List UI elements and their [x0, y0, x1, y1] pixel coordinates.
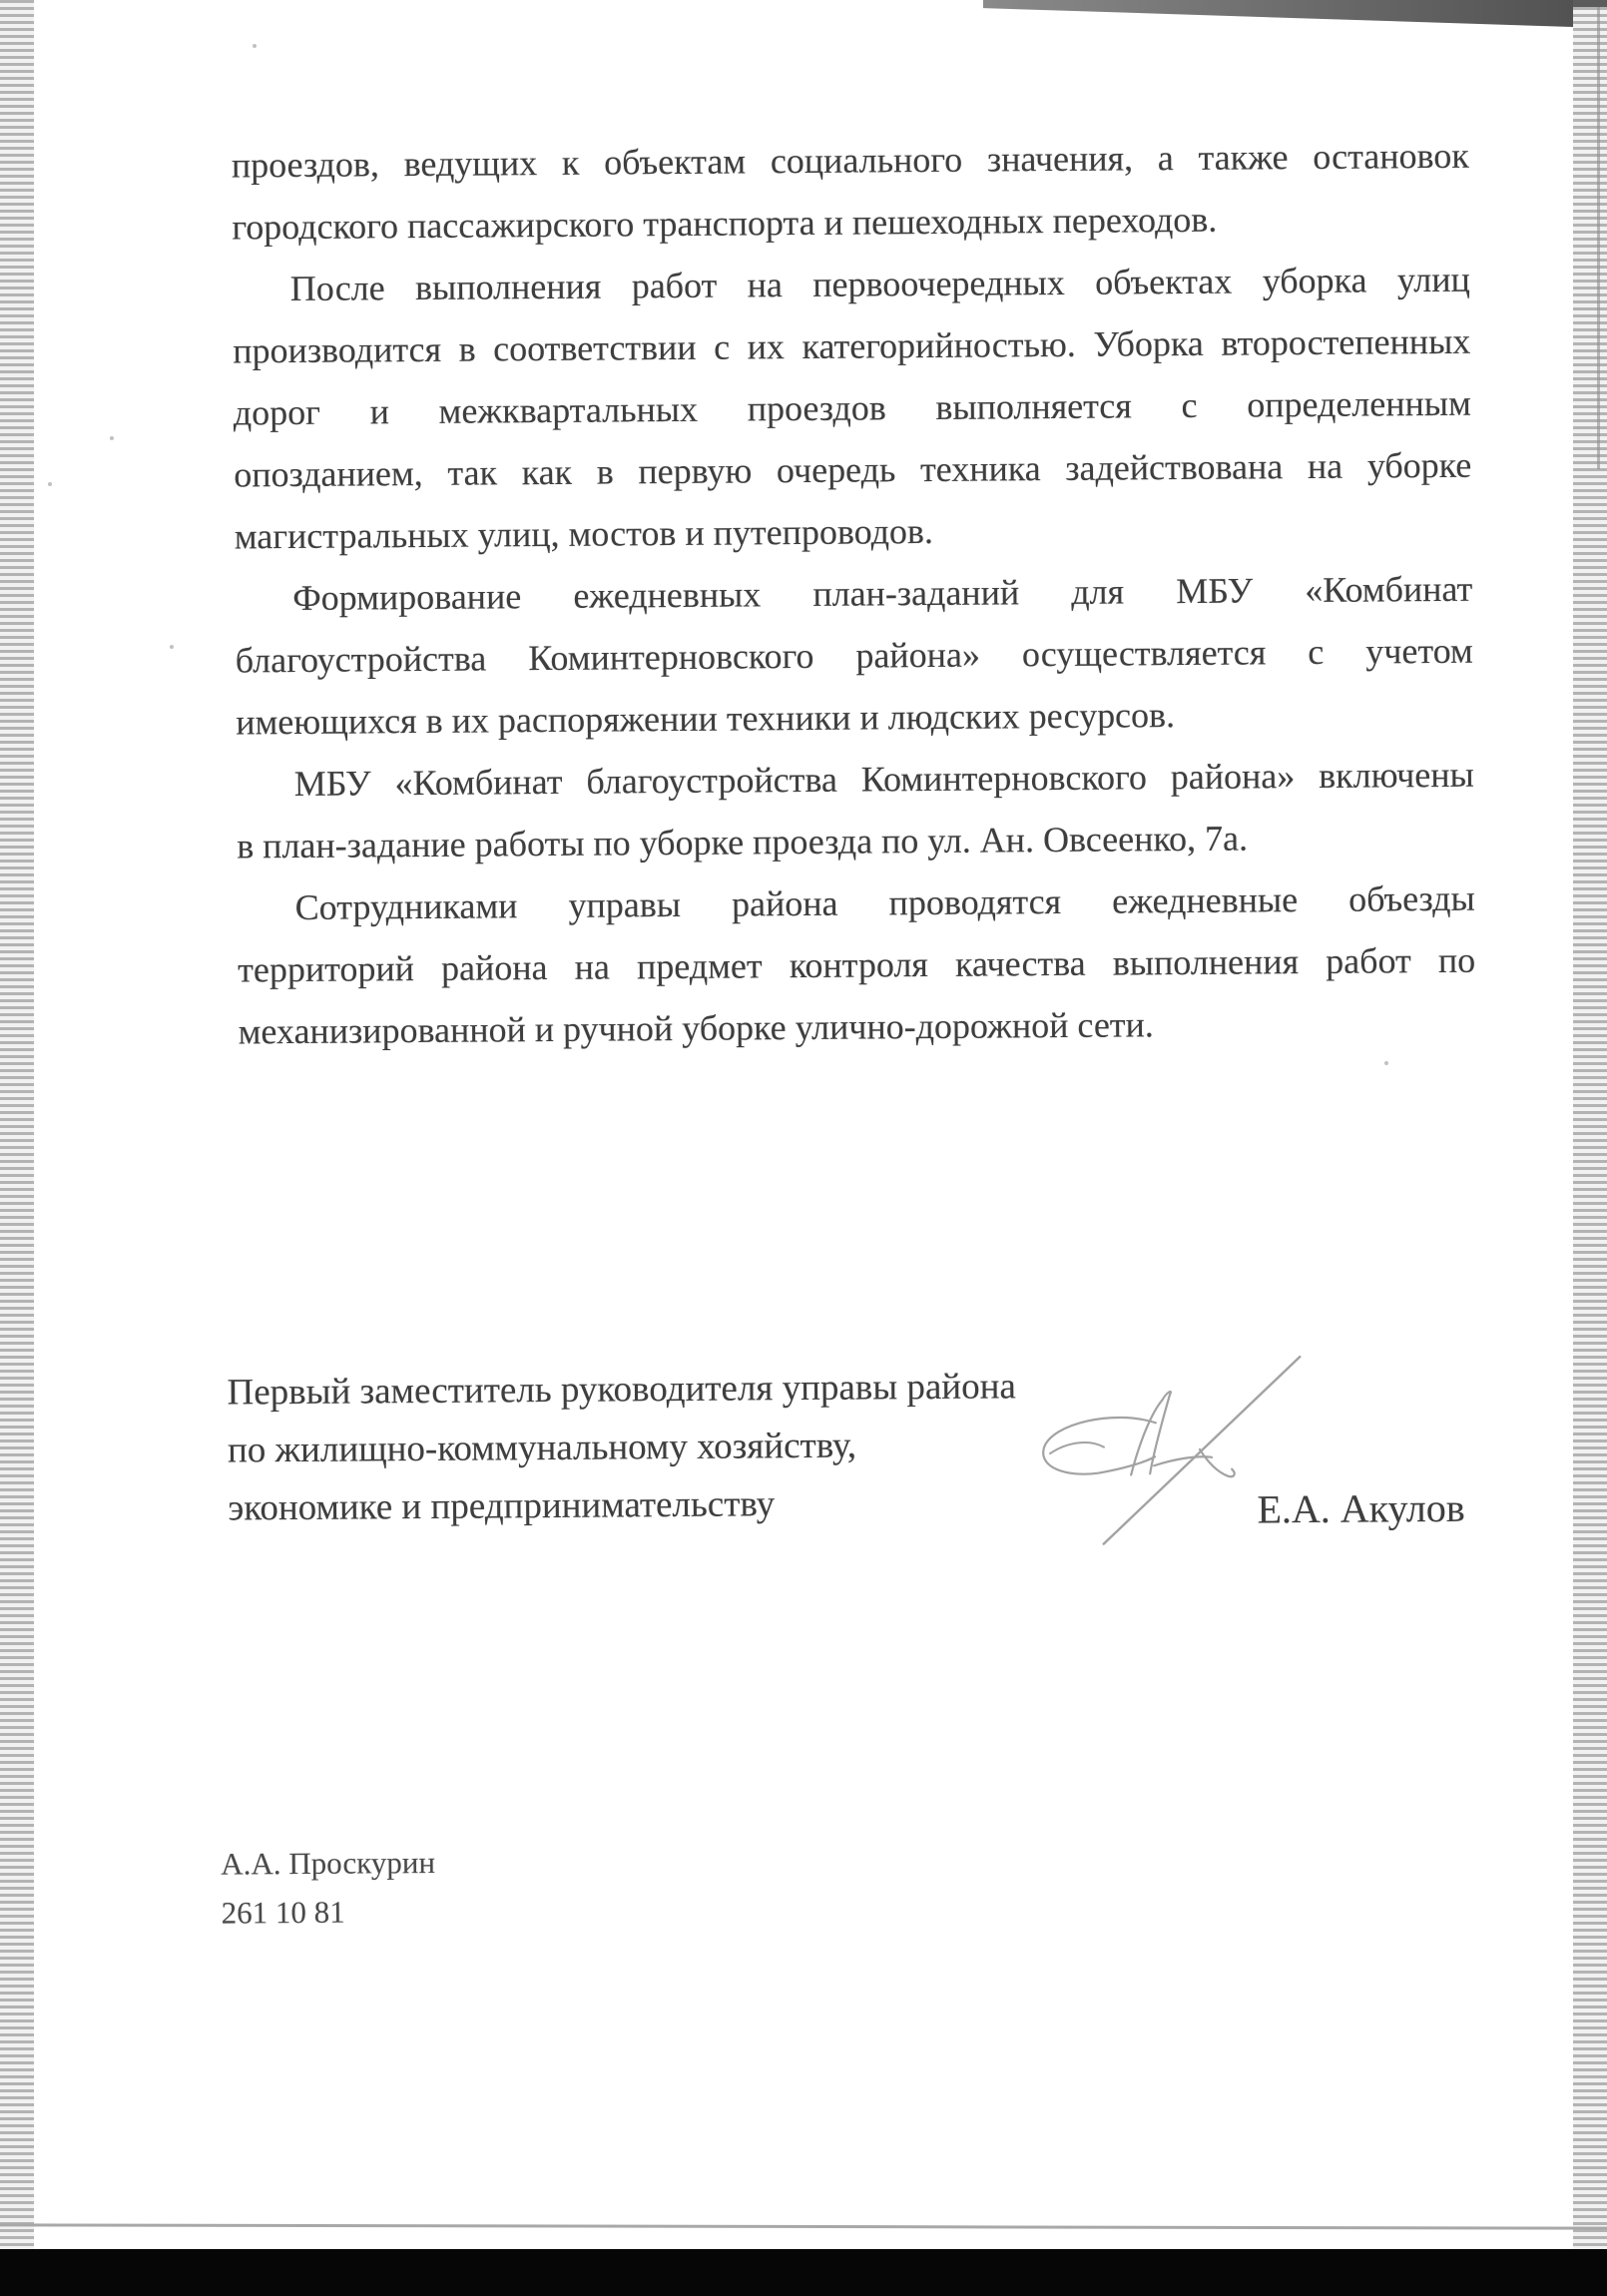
document-text-line: После выполнения работ на первоочередных объектах уборка улиц — [289, 259, 1470, 309]
document-text-line: городского пассажирского транспорта и пешеходных переходов. — [232, 199, 1218, 248]
document-text-line: механизированной и ручной уборке улично-дорожной сети. — [238, 1004, 1154, 1052]
document-text-line: в план-задание работы по уборке проезда по ул. Ан. Овсеенко, 7а. — [237, 818, 1249, 866]
document-text-line: производится в соответствии с их категорийностью. Уборка второстепенных — [233, 320, 1471, 371]
document-text-line: МБУ «Комбинат благоустройства Коминтерновского района» включены — [293, 754, 1474, 805]
signature-title-line: по жилищно-коммунальному хозяйству, — [227, 1425, 857, 1471]
document-text-line: Формирование ежедневных план-заданий для МБУ «Комбинат — [292, 568, 1473, 619]
document-text-line: территорий района на предмет контроля качества выполнения работ по — [238, 939, 1476, 990]
signature-title-block — [227, 1357, 1126, 1537]
document-text-line: благоустройства Коминтерновского района» осуществляется с учетом — [235, 630, 1473, 681]
signer-name: Е.А. Акулов — [1257, 1484, 1465, 1532]
document-body — [232, 125, 1476, 1063]
contact-phone: 261 10 81 — [221, 1894, 345, 1931]
document-text-line: опозданием, так как в первую очередь техника задействована на уборке — [234, 444, 1472, 495]
document-text-line: имеющихся в их распоряжении техники и людских ресурсов. — [236, 695, 1176, 743]
contact-name: А.А. Проскурин — [221, 1844, 436, 1882]
document-text-line: магистральных улиц, мостов и путепроводов. — [234, 510, 934, 557]
document-text-line: дорог и межквартальных проездов выполняется с определенным — [233, 382, 1471, 433]
document-text-line: Сотрудниками управы района проводятся ежедневные объезды — [294, 877, 1475, 928]
contact-block — [221, 1838, 436, 1938]
signature-title-line: экономике и предпринимательству — [228, 1483, 776, 1529]
document-text-line: проездов, ведущих к объектам социального значения, а также остановок — [231, 135, 1469, 186]
signature-title-line: Первый заместитель руководителя управы района — [227, 1366, 1017, 1414]
